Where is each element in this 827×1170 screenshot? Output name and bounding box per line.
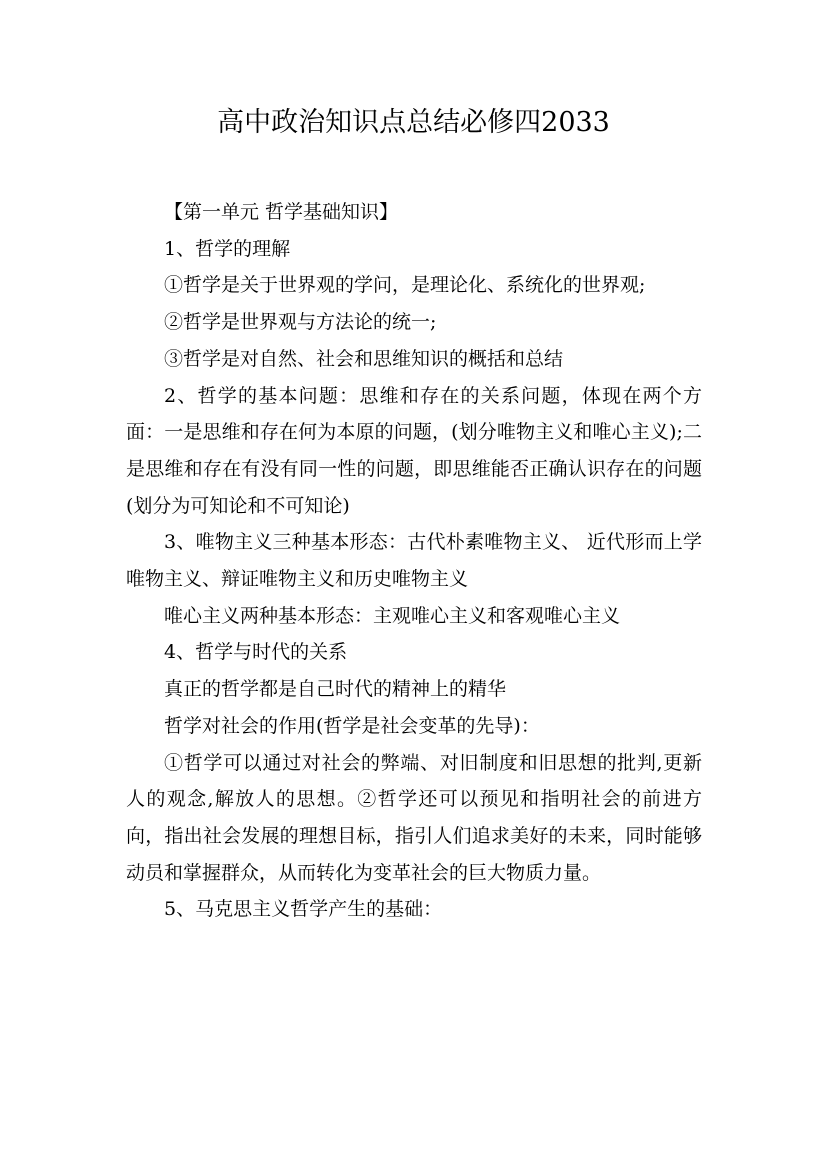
paragraph: 真正的哲学都是自己时代的精神上的精华 xyxy=(164,678,507,701)
paragraph: ①哲学是关于世界观的学问，是理论化、系统化的世界观; xyxy=(164,274,646,297)
paragraph: ②哲学是世界观与方法论的统一; xyxy=(164,311,437,334)
document-body xyxy=(126,194,702,928)
paragraph: 1、哲学的理解 xyxy=(164,237,291,260)
document-title: 高中政治知识点总结必修四2033 xyxy=(217,107,610,138)
paragraph: ③哲学是对自然、社会和思维知识的概括和总结 xyxy=(164,347,564,370)
paragraph: 5、马克思主义哲学产生的基础： xyxy=(164,898,443,921)
paragraph: 3、唯物主义三种基本形态：古代朴素唯物主义、 近代形而上学唯物主义、辩证唯物主义和历史唯物主义 xyxy=(126,531,702,591)
paragraph: 哲学对社会的作用(哲学是社会变革的先导)： xyxy=(164,714,540,737)
paragraph: ①哲学可以通过对社会的弊端、对旧制度和旧思想的批判,更新人的观念,解放人的思想。②哲学还可以预见和指明社会的前进方向，指出社会发展的理想目标，指引人们追求美好的未来，同时能够动员和掌握群众，从而转化为变革社会的巨大物质力量。 xyxy=(126,751,702,884)
paragraph: 2、哲学的基本问题：思维和存在的关系问题，体现在两个方面：一是思维和存在何为本原的问题，(划分唯物主义和唯心主义);二是思维和存在有没有同一性的问题，即思维能否正确认识存在的问题(划分为可知论和不可知论) xyxy=(126,384,702,517)
section-heading: 【第一单元 哲学基础知识】 xyxy=(164,201,399,223)
paragraph: 唯心主义两种基本形态：主观唯心主义和客观唯心主义 xyxy=(164,604,621,627)
paragraph: 4、哲学与时代的关系 xyxy=(164,641,348,664)
